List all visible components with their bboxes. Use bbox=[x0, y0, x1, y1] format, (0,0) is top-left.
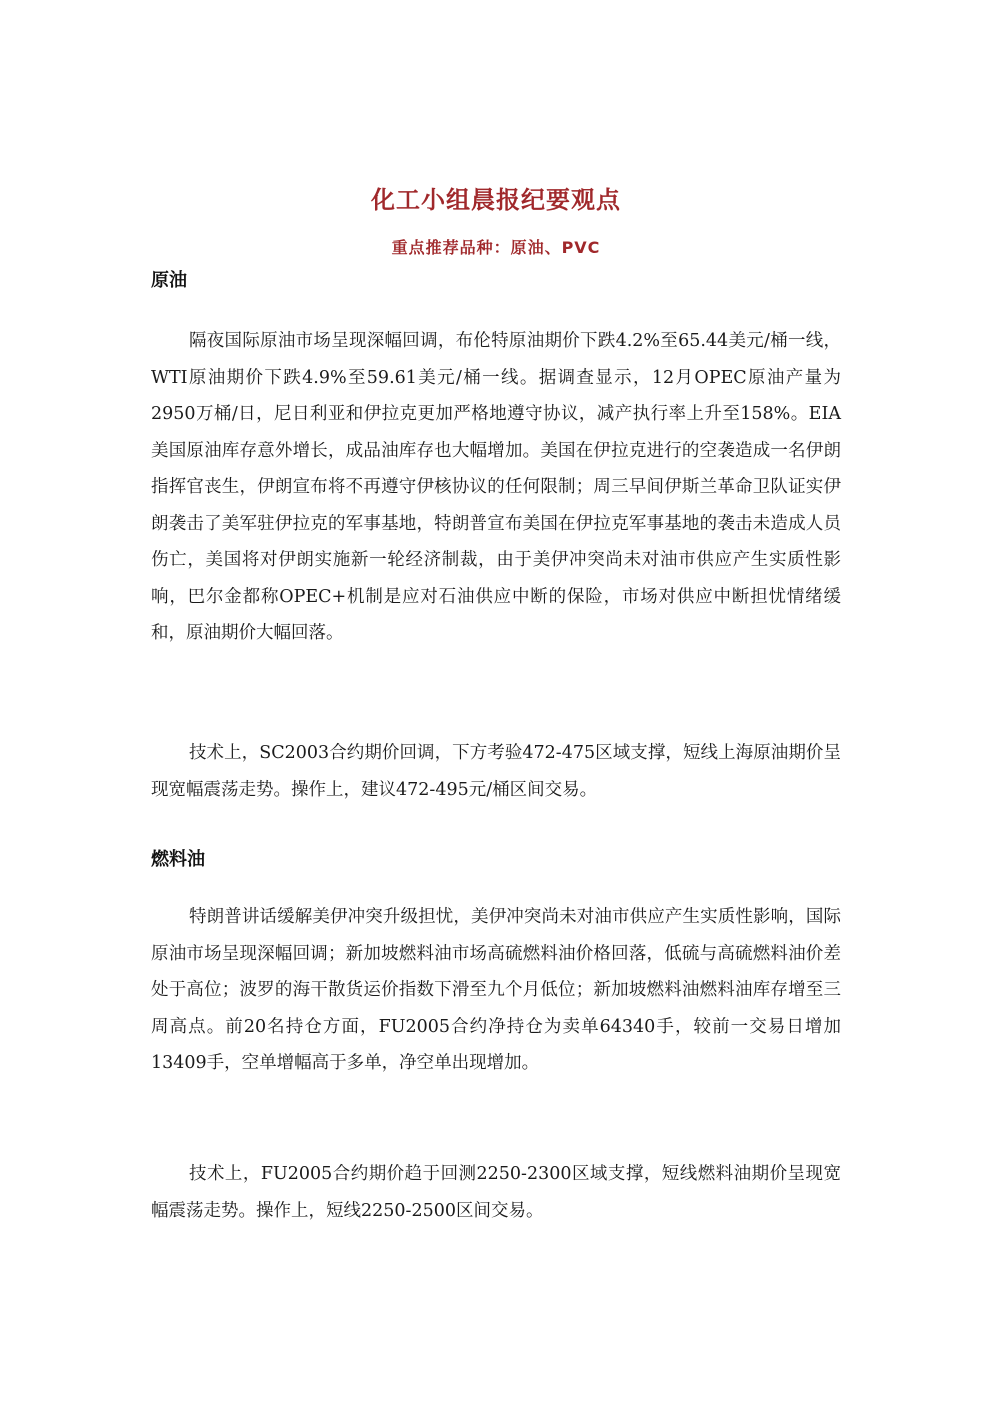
section-heading-fuel-oil: 燃料油 bbox=[151, 849, 205, 870]
fuel-oil-paragraph-2: 技术上，FU2005合约期价趋于回测2250-2300区域支撑，短线燃料油期价呈现宽幅震荡走势。操作上，短线2250-2500区间交易。 bbox=[151, 1164, 841, 1221]
section-heading-crude-oil: 原油 bbox=[151, 270, 187, 291]
document-title: 化工小组晨报纪要观点 bbox=[371, 186, 621, 214]
crude-oil-paragraph-2: 技术上，SC2003合约期价回调，下方考验472-475区域支撑，短线上海原油期价呈现宽幅震荡走势。操作上，建议472-495元/桶区间交易。 bbox=[151, 743, 841, 800]
fuel-oil-paragraph-1: 特朗普讲话缓解美伊冲突升级担忧，美伊冲突尚未对油市供应产生实质性影响，国际原油市场呈现深幅回调；新加坡燃料油市场高硫燃料油价格回落，低硫与高硫燃料油价差处于高位；波罗的海干散货运价指数下滑至九个月低位；新加坡燃料油燃料油库存增至三周高点。前20名持仓方面，FU2005合约净持仓为卖单64340手，较前一交易日增加13409手，空单增幅高于多单，净空单出现增加。 bbox=[151, 907, 841, 1073]
document-subtitle: 重点推荐品种：原油、PVC bbox=[391, 238, 601, 257]
crude-oil-paragraph-1: 隔夜国际原油市场呈现深幅回调，布伦特原油期价下跌4.2%至65.44美元/桶一线，WTI原油期价下跌4.9%至59.61美元/桶一线。据调查显示，12月OPEC原油产量为2950万桶/日，尼日利亚和伊拉克更加严格地遵守协议，减产执行率上升至158%。EIA美国原油库存意外增长，成品油库存也大幅增加。美国在伊拉克进行的空袭造成一名伊朗指挥官丧生，伊朗宣布将不再遵守伊核协议的任何限制；周三早间伊斯兰革命卫队证实伊朗袭击了美军驻伊拉克的军事基地，特朗普宣布美国在伊拉克军事基地的袭击未造成人员伤亡，美国将对伊朗实施新一轮经济制裁，由于美伊冲突尚未对油市供应产生实质性影响，巴尔金都称OPEC+机制是应对石油供应中断的保险，市场对供应中断担忧情绪缓和，原油期价大幅回落。 bbox=[151, 331, 841, 643]
